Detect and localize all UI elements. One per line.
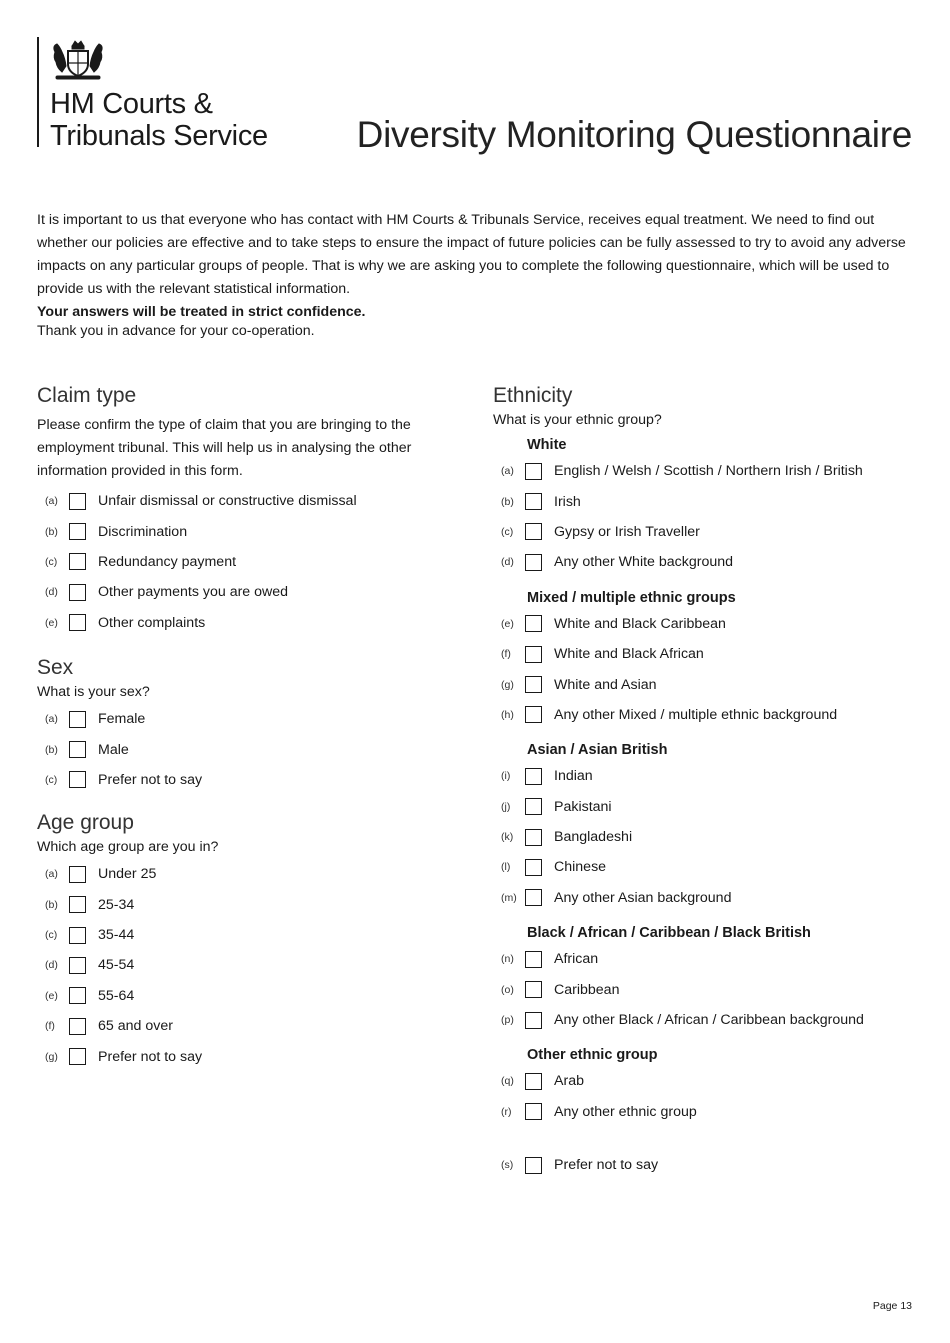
- checkbox[interactable]: [69, 711, 86, 728]
- option-label: 65 and over: [98, 1018, 173, 1035]
- ethnicity-option-any-other-asian-background[interactable]: [493, 883, 923, 913]
- option-label: Under 25: [98, 866, 157, 883]
- checkbox[interactable]: [69, 896, 86, 913]
- checkbox[interactable]: [525, 1103, 542, 1120]
- option-label: White and Black Caribbean: [554, 615, 726, 632]
- ethnicity-option-bangladeshi[interactable]: [493, 822, 923, 852]
- option-label: Other complaints: [98, 614, 206, 631]
- ethnicity-option-english-welsh-scottish-northern-irish-british[interactable]: [493, 456, 923, 486]
- checkbox[interactable]: [525, 463, 542, 480]
- sex-section: [37, 655, 467, 795]
- option-label: Female: [98, 711, 146, 728]
- ethnicity-option-white-and-black-african[interactable]: [493, 639, 923, 669]
- option-label: Irish: [554, 493, 581, 510]
- ethnicity-prefer-not: [493, 1150, 923, 1180]
- right-column: [493, 383, 923, 1180]
- claim-type-options: [37, 486, 467, 638]
- ethnicity-option-white-and-black-caribbean[interactable]: [493, 609, 923, 639]
- option-label: 55-64: [98, 987, 135, 1004]
- age-option-prefer-not-to-say[interactable]: [37, 1041, 467, 1071]
- sex-question: What is your sex?: [37, 683, 150, 700]
- ethnicity-option-any-other-white-background[interactable]: [493, 547, 923, 577]
- option-label: Any other Asian background: [554, 889, 732, 906]
- age-group-options: [37, 859, 467, 1072]
- claim-option-unfair-dismissal-or-constructive-dismissal[interactable]: [37, 486, 467, 516]
- option-letter: (g): [45, 1050, 58, 1063]
- age-option-under-25[interactable]: [37, 859, 467, 889]
- option-letter: (d): [45, 959, 58, 972]
- option-label: Discrimination: [98, 523, 188, 540]
- ethnicity-option-gypsy-or-irish-traveller[interactable]: [493, 517, 923, 547]
- sex-options: [37, 704, 467, 795]
- option-letter: (r): [501, 1105, 512, 1118]
- checkbox[interactable]: [69, 553, 86, 570]
- checkbox[interactable]: [69, 1018, 86, 1035]
- checkbox[interactable]: [69, 493, 86, 510]
- checkbox[interactable]: [69, 523, 86, 540]
- ethnic-group-mixed-multiple-ethnic-groups: [493, 587, 923, 731]
- ethnicity-option-any-other-mixed-multiple-ethnic-background[interactable]: [493, 700, 923, 730]
- option-letter: (e): [501, 617, 514, 630]
- ethnic-group-heading: Asian / Asian British: [527, 742, 668, 759]
- ethnicity-option-prefer-not-to-say[interactable]: [493, 1150, 923, 1180]
- option-letter: (b): [45, 743, 58, 756]
- checkbox[interactable]: [69, 987, 86, 1004]
- option-letter: (e): [45, 616, 58, 629]
- ethnicity-question: What is your ethnic group?: [493, 412, 662, 428]
- option-letter: (s): [501, 1159, 514, 1172]
- checkbox[interactable]: [525, 859, 542, 876]
- intro-paragraph: It is important to us that everyone who has contact with HM Courts & Tribunals Service, receives equal treatment. We need to find out whether our policies are effective and to take steps to ensure the impact of future policies can be fully assessed to try to avoid any adverse impacts on any particular groups of people. That is why we are asking you to complete the following questionnaire, which will be used to provide us with the relevant statistical information.: [37, 212, 906, 297]
- sex-option-female[interactable]: [37, 704, 467, 734]
- option-label: Arab: [554, 1073, 584, 1090]
- ethnicity-option-african[interactable]: [493, 944, 923, 974]
- checkbox[interactable]: [525, 1073, 542, 1090]
- option-label: Prefer not to say: [554, 1157, 659, 1174]
- checkbox[interactable]: [525, 981, 542, 998]
- sex-option-male[interactable]: [37, 734, 467, 764]
- option-letter: (a): [45, 868, 58, 881]
- option-label: Any other Black / African / Caribbean background: [554, 1012, 864, 1029]
- ethnicity-option-chinese[interactable]: [493, 852, 923, 882]
- option-label: Indian: [554, 768, 593, 785]
- checkbox[interactable]: [525, 889, 542, 906]
- org-name-line2: Tribunals Service: [50, 120, 268, 152]
- claim-type-section: [37, 383, 467, 638]
- ethnicity-option-arab[interactable]: [493, 1066, 923, 1096]
- claim-type-title: Claim type: [37, 384, 137, 407]
- ethnic-group-heading: Black / African / Caribbean / Black British: [527, 925, 811, 942]
- option-label: African: [554, 951, 599, 968]
- option-letter: (c): [45, 929, 58, 942]
- option-letter: (o): [501, 983, 514, 996]
- checkbox[interactable]: [525, 646, 542, 663]
- ethnicity-option-white-and-asian[interactable]: [493, 669, 923, 699]
- option-letter: (h): [501, 708, 514, 721]
- option-label: 25-34: [98, 896, 135, 913]
- option-label: Any other ethnic group: [554, 1103, 697, 1120]
- option-label: Gypsy or Irish Traveller: [554, 523, 700, 540]
- checkbox[interactable]: [525, 798, 542, 815]
- option-letter: (a): [45, 713, 58, 726]
- ethnic-group-other-ethnic-group: [493, 1044, 923, 1127]
- ethnic-group-heading: Other ethnic group: [527, 1047, 658, 1064]
- ethnicity-title: Ethnicity: [493, 384, 573, 407]
- option-label: Chinese: [554, 859, 607, 876]
- checkbox[interactable]: [525, 706, 542, 723]
- option-label: 45-54: [98, 957, 135, 974]
- checkbox[interactable]: [525, 829, 542, 846]
- option-label: Any other White background: [554, 554, 734, 571]
- checkbox[interactable]: [69, 957, 86, 974]
- ethnicity-option-any-other-ethnic-group[interactable]: [493, 1097, 923, 1127]
- option-label: Bangladeshi: [554, 829, 633, 846]
- option-label: Other payments you are owed: [98, 584, 289, 601]
- option-letter: (b): [501, 495, 514, 508]
- option-letter: (q): [501, 1075, 514, 1088]
- checkbox[interactable]: [525, 615, 542, 632]
- page-number: Page 13: [872, 1300, 912, 1312]
- ethnic-group-black-african-caribbean-black-british: [493, 922, 923, 1035]
- ethnicity-groups: [493, 434, 923, 1127]
- ethnicity-option-irish[interactable]: [493, 486, 923, 516]
- claim-option-discrimination[interactable]: [37, 516, 467, 546]
- option-letter: (b): [45, 898, 58, 911]
- age-option-25-34[interactable]: [37, 890, 467, 920]
- claim-option-other-payments-you-are-owed[interactable]: [37, 577, 467, 607]
- claim-option-redundancy-payment[interactable]: [37, 547, 467, 577]
- checkbox[interactable]: [69, 771, 86, 788]
- royal-coat-of-arms-icon: [50, 38, 106, 82]
- option-letter: (j): [501, 800, 511, 813]
- option-letter: (l): [501, 861, 511, 874]
- ethnicity-section: [493, 383, 923, 1180]
- option-letter: (c): [45, 773, 58, 786]
- claim-option-other-complaints[interactable]: [37, 608, 467, 638]
- checkbox[interactable]: [69, 927, 86, 944]
- checkbox[interactable]: [525, 951, 542, 968]
- option-label: Prefer not to say: [98, 1048, 203, 1065]
- option-label: Any other Mixed / multiple ethnic background: [554, 706, 838, 723]
- option-label: English / Welsh / Scottish / Northern Irish / British: [554, 463, 863, 480]
- checkbox[interactable]: [525, 1157, 542, 1174]
- checkbox[interactable]: [525, 676, 542, 693]
- ethnic-group-heading: White: [527, 437, 567, 453]
- option-label: White and Asian: [554, 676, 657, 693]
- option-letter: (i): [501, 770, 511, 783]
- option-letter: (c): [501, 525, 514, 538]
- sex-title: Sex: [37, 655, 74, 679]
- checkbox[interactable]: [525, 523, 542, 540]
- checkbox[interactable]: [69, 866, 86, 883]
- age-option-45-54[interactable]: [37, 950, 467, 980]
- organisation-name: [50, 88, 268, 152]
- option-letter: (f): [45, 1020, 55, 1033]
- ethnicity-option-pakistani[interactable]: [493, 792, 923, 822]
- age-option-35-44[interactable]: [37, 920, 467, 950]
- intro-text: [37, 209, 917, 324]
- ethnic-group-white: [493, 434, 923, 578]
- thanks-text: Thank you in advance for your co-operation.: [37, 323, 315, 339]
- ethnic-group-heading: Mixed / multiple ethnic groups: [527, 589, 736, 606]
- age-option-55-64[interactable]: [37, 981, 467, 1011]
- logo-divider: [37, 37, 39, 147]
- option-label: Redundancy payment: [98, 553, 237, 570]
- option-letter: (f): [501, 648, 511, 661]
- option-label: Pakistani: [554, 798, 612, 815]
- org-name-line1: HM Courts &: [50, 88, 213, 120]
- checkbox[interactable]: [69, 584, 86, 601]
- option-label: Unfair dismissal or constructive dismissal: [98, 493, 357, 510]
- option-letter: (p): [501, 1014, 514, 1027]
- age-group-title: Age group: [37, 811, 134, 835]
- option-label: 35-44: [98, 927, 135, 944]
- option-letter: (e): [45, 989, 58, 1002]
- option-letter: (d): [45, 586, 58, 599]
- option-letter: (d): [501, 556, 514, 569]
- ethnic-group-asian-asian-british: [493, 739, 923, 913]
- option-letter: (k): [501, 831, 514, 844]
- option-letter: (a): [45, 495, 58, 508]
- checkbox[interactable]: [525, 554, 542, 571]
- option-letter: (a): [501, 465, 514, 478]
- age-group-question: Which age group are you in?: [37, 839, 219, 856]
- option-letter: (c): [45, 555, 58, 568]
- age-group-section: [37, 810, 467, 1072]
- checkbox[interactable]: [525, 493, 542, 510]
- left-column: [37, 383, 467, 1072]
- option-letter: (g): [501, 678, 514, 691]
- checkbox[interactable]: [525, 768, 542, 785]
- checkbox[interactable]: [69, 741, 86, 758]
- ethnicity-option-any-other-black-african-caribbean-background[interactable]: [493, 1005, 923, 1035]
- sex-option-prefer-not-to-say[interactable]: [37, 765, 467, 795]
- checkbox[interactable]: [69, 614, 86, 631]
- option-label: Prefer not to say: [98, 771, 203, 788]
- ethnicity-option-caribbean[interactable]: [493, 974, 923, 1004]
- option-letter: (m): [501, 891, 517, 904]
- confidentiality-statement: Your answers will be treated in strict confidence.: [37, 304, 366, 320]
- checkbox[interactable]: [69, 1048, 86, 1065]
- option-letter: (b): [45, 525, 58, 538]
- age-option-65-and-over[interactable]: [37, 1011, 467, 1041]
- claim-type-description: Please confirm the type of claim that you are bringing to the employment tribunal. This will help us in analysing the other information provided in this form.: [37, 417, 412, 479]
- option-label: Male: [98, 741, 129, 758]
- option-label: Caribbean: [554, 981, 620, 998]
- ethnicity-option-indian[interactable]: [493, 761, 923, 791]
- checkbox[interactable]: [525, 1012, 542, 1029]
- option-label: White and Black African: [554, 646, 704, 663]
- option-letter: (n): [501, 953, 514, 966]
- page-title: Diversity Monitoring Questionnaire: [356, 114, 912, 155]
